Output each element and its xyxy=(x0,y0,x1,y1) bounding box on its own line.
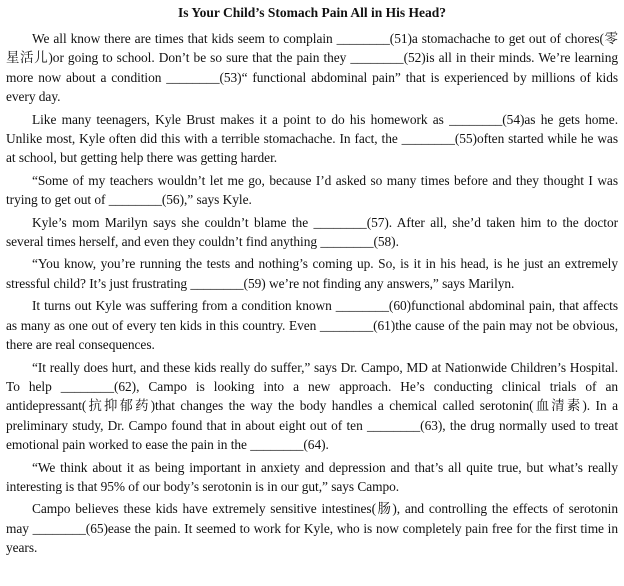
paragraph-9: Campo believes these kids have extremely sensitive intestines(肠), and controlling the effects of serotonin may ________(65)ease the pain. It seemed to work for Kyle, who is now completely pain free for the first time in years. xyxy=(6,501,618,556)
paragraph-3: “Some of my teachers wouldn’t let me go, because I’d asked so many times before and they thought I was trying to get out of ________(56),” says Kyle. xyxy=(6,172,618,208)
paragraph-6: It turns out Kyle was suffering from a condition known ________(60)functional abdominal pain, that affects as many as one out of every ten kids in this country. Even ________(61)the cause of the pain may not be obvious, there are real consequences. xyxy=(6,298,618,353)
paragraph-5: “You know, you’re running the tests and nothing’s coming up. So, is it in his head, is he just an extremely stressful child? It’s just frustrating ________(59) we’re not finding any answers,” says Marilyn. xyxy=(6,256,618,291)
article-title: Is Your Child’s Stomach Pain All in His Head? xyxy=(177,5,447,20)
paragraph-7: “It really does hurt, and these kids really do suffer,” says Dr. Campo, MD at Nationwide Children’s Hospital. To help ________(62), Campo is looking into a new approach. He’s conducting clinical trials of an antidepressant(抗抑郁药)that changes the way the body handles a chemical called serotonin(血清素). In a preliminary study, Dr. Campo found that in about eight out of ten ________(63), the drug normally used to treat emotional pain worked to ease the pain in the ________(64). xyxy=(6,359,618,453)
paragraph-2: Like many teenagers, Kyle Brust makes it a point to do his homework as ________(54)as he gets home. Unlike most, Kyle often did this with a terrible stomachache. In fact, the ________(55)often started while he was at school, but getting help there was getting harder. xyxy=(6,111,618,166)
paragraph-8: “We think about it as being important in anxiety and depression and that’s all quite true, but what’s really interesting is that 95% of our body’s serotonin is in our gut,” says Campo. xyxy=(6,459,618,494)
paragraph-1: We all know there are times that kids seem to complain ________(51)a stomachache to get out of chores(零星活儿)or going to school. Don’t be so sure that the pain they ________(52)is all in their minds. We’re learning more now about a condition ________(53)“ functional abdominal pain” that is experienced by millions of kids every day. xyxy=(6,31,618,105)
paragraph-4: Kyle’s mom Marilyn says she couldn’t blame the ________(57). After all, she’d taken him to the doctor several times herself, and even they couldn’t find anything ________(58). xyxy=(6,214,618,250)
